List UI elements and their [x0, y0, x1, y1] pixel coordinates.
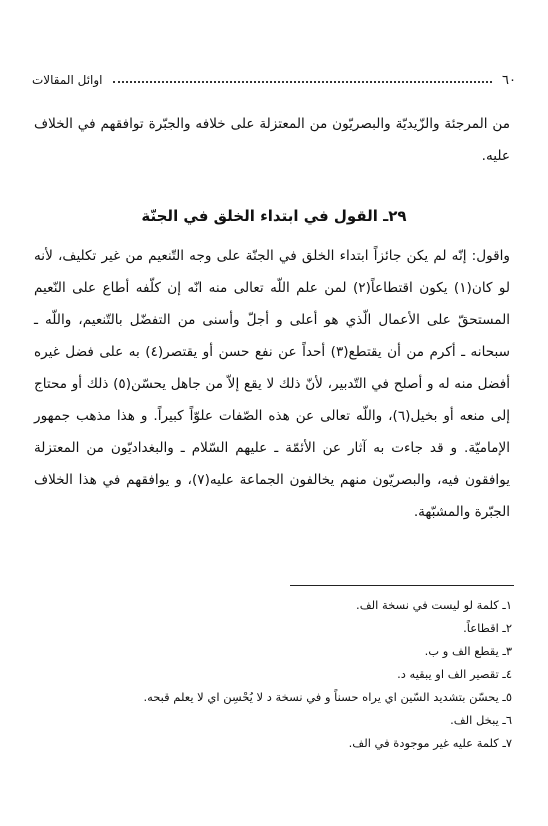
footnotes: [34, 594, 512, 755]
footnote: ١ـ كلمة لو ليست في نسخة الف.: [356, 598, 512, 612]
header-dot-leader: [113, 81, 493, 83]
footnote: ٣ـ يقطع الف و ب.: [424, 644, 512, 658]
section-heading: ٢٩ـ القول في ابتداء الخلق في الجنّة: [141, 207, 407, 225]
page-number: ٦٠: [502, 72, 516, 88]
footnote: ٦ـ يبخل الف.: [450, 713, 512, 727]
page-header: [32, 70, 516, 90]
footnote-separator: [290, 585, 514, 586]
running-title: اوائل المقالات: [32, 73, 103, 87]
footnote: ٢ـ اقطاعاً.: [463, 621, 512, 635]
paragraph-continuation: من المرجئة والزّيديّة والبصريّون من المعتزلة على خلافه والجبّرة توافقهم في الخلاف عليه.: [34, 116, 510, 164]
footnote: ٤ـ تقصير الف او يبقيه د.: [397, 667, 512, 681]
section-paragraph: واقول: إنّه لم يكن جائزاً ابتداء الخلق في الجنّة على وجه التّنعيم من غير تكليف، لأنه لو كان(١) يكون اقتطاعاً(٢) لمن علم اللّه تعالى منه انّه إن كلّفه أطاع على النّعيم المستحقّ على الأعمال الّذي هو أعلى و أجلّ وأسنى من التفضّل بالتّنعيم، واللّه ـ سبحانه ـ أكرم من أن يقتطع(٣) أحداً عن نفع حسن أو يقتصر(٤) به على فضل غيره أفضل منه له و أصلح في التّدبير، لأنّ ذلك لا يقع إلاّ من جاهل يحسّن(٥) ذلك أو محتاج إلى منعه أو بخيل(٦)، واللّه تعالى عن هذه الصّفات علوّاً كبيراً. و هذا مذهب جمهور الإماميّة. و قد جاءت به آثار عن الأئمّة ـ عليهم السّلام ـ والبغداديّون من المعتزلة يوافقون فيه، والبصريّون منهم يخالفون الجماعة عليه(٧)، و يوافقهم في هذا الخلاف الجبّرة والمشبّهة.: [34, 248, 511, 520]
footnote: ٥ـ يحسّن بتشديد السّين اي يراه حسناً و في نسخة د لا يُحْسِن اي لا يعلم قبحه.: [143, 690, 512, 704]
footnote: ٧ـ كلمة عليه غير موجودة في الف.: [348, 736, 512, 750]
